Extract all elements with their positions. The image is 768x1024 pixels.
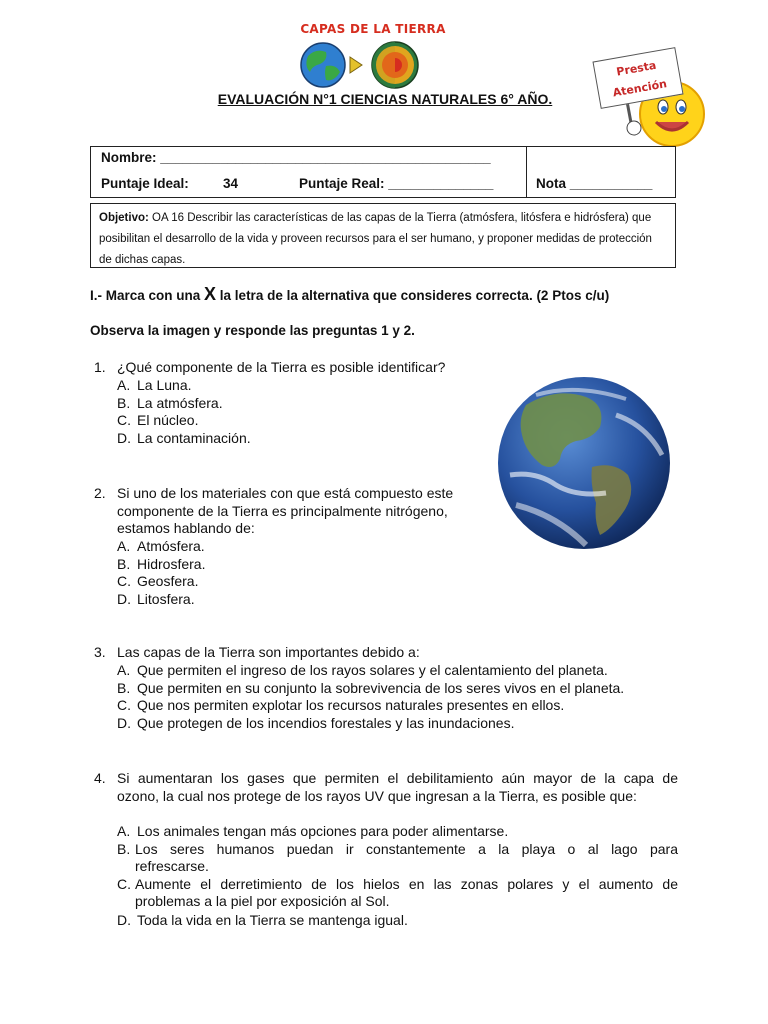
option-c[interactable]: C. Que nos permiten explotar los recursos naturales presentes en ellos. — [117, 697, 565, 713]
earth-core-icon — [372, 42, 418, 88]
option-b[interactable]: B. Hidrosfera. — [117, 556, 206, 572]
question-stem-line-1: Si uno de los materiales con que está compuesto este — [117, 485, 454, 501]
page-title: EVALUACIÓN N°1 CIENCIAS NATURALES 6° AÑO. — [217, 91, 553, 107]
objective-label: Objetivo: — [99, 212, 149, 224]
globe-icon — [301, 43, 345, 87]
question-number: 2. — [94, 485, 106, 501]
option-d[interactable]: D. Que protegen de los incendios forestales y las inundaciones. — [117, 715, 515, 731]
option-c[interactable]: C. El núcleo. — [117, 412, 199, 428]
nombre-field[interactable]: Nombre: ____________________________________________ — [101, 150, 491, 165]
option-c[interactable]: C. Geosfera. — [117, 573, 199, 589]
question-4: 4. Si aumentaran los gases que permiten el debilitamiento aún mayor de la capa de ozono, la cual nos protege de los rayos UV que ingresan a la Tierra, es posible que: A. Los animales tengan más opciones para poder alimentarse. B. Los seres humanos puedan ir constantemente a la playa o al lago para refrescarse. C. Aumente el derretimiento de los hielos en las zonas polares y el aumento de problemas a la piel por exposición al Sol. D. Toda la vida en la Tierra se mantenga igual. — [94, 770, 678, 928]
logo-title: CAPAS DE LA TIERRA — [300, 22, 446, 36]
option-a[interactable]: A. Que permiten el ingreso de los rayos solares y el calentamiento del planeta. — [117, 662, 608, 678]
nota-field[interactable]: Nota ___________ — [536, 176, 653, 191]
sticker-line-1: Presta — [615, 58, 658, 79]
question-stem-line-1: Si aumentaran los gases que permiten el debilitamiento aún mayor de la capa de — [117, 770, 678, 786]
puntaje-ideal-value: 34 — [223, 176, 239, 191]
objective-text: OA 16 Describir las características de las capas de la Tierra (atmósfera, litósfera e hidrósfera) que posibilitan el desarrollo de la vida y proveen recursos para el ser humano, y proponer medidas de protección de dichas capas. — [99, 212, 652, 266]
instruction-pre: I.- Marca con una — [90, 288, 205, 303]
puntaje-real-field[interactable]: Puntaje Real: ______________ — [299, 176, 494, 191]
option-a[interactable]: A. Los animales tengan más opciones para poder alimentarse. — [117, 823, 509, 839]
question-2 — [94, 484, 484, 609]
student-info-table — [90, 146, 676, 198]
sticker-line-2: Atención — [611, 77, 668, 100]
arrow-icon — [350, 57, 362, 73]
option-b[interactable]: B. Que permiten en su conjunto la sobrevivencia de los seres vivos en el planeta. — [117, 680, 625, 696]
question-stem-line-3: estamos hablando de: — [117, 520, 255, 536]
question-stem-line-2: componente de la Tierra es principalmente nitrógeno, — [117, 503, 448, 519]
earth-image — [496, 375, 672, 551]
instruction-post: la letra de la alternativa que consideres correcta. (2 Ptos c/u) — [216, 288, 610, 303]
question-number: 4. — [94, 770, 106, 786]
question-stem: ¿Qué componente de la Tierra es posible identificar? — [117, 359, 446, 375]
question-stem-line-2: ozono, la cual nos protege de los rayos UV que ingresan a la Tierra, es posible que: — [117, 788, 637, 804]
question-3 — [94, 643, 684, 733]
observe-instruction: Observa la imagen y responde las preguntas 1 y 2. — [90, 323, 415, 338]
question-number: 1. — [94, 359, 106, 375]
option-a[interactable]: A. Atmósfera. — [117, 538, 205, 554]
section-instruction — [90, 284, 609, 305]
question-number: 3. — [94, 644, 106, 660]
attention-sticker — [590, 50, 714, 148]
option-d[interactable]: D. La contaminación. — [117, 430, 251, 446]
instruction-x: X — [204, 284, 217, 304]
question-1 — [94, 358, 484, 448]
info-divider — [526, 147, 527, 197]
option-a[interactable]: A. La Luna. — [117, 377, 192, 393]
option-d[interactable]: D. Toda la vida en la Tierra se mantenga igual. — [117, 912, 408, 928]
puntaje-ideal-label: Puntaje Ideal: — [101, 176, 189, 191]
objective-box — [90, 203, 676, 268]
earth-layers-logo — [298, 40, 438, 90]
question-stem: Las capas de la Tierra son importantes debido a: — [117, 644, 420, 660]
option-d[interactable]: D. Litosfera. — [117, 591, 195, 607]
option-b[interactable]: B. La atmósfera. — [117, 395, 223, 411]
